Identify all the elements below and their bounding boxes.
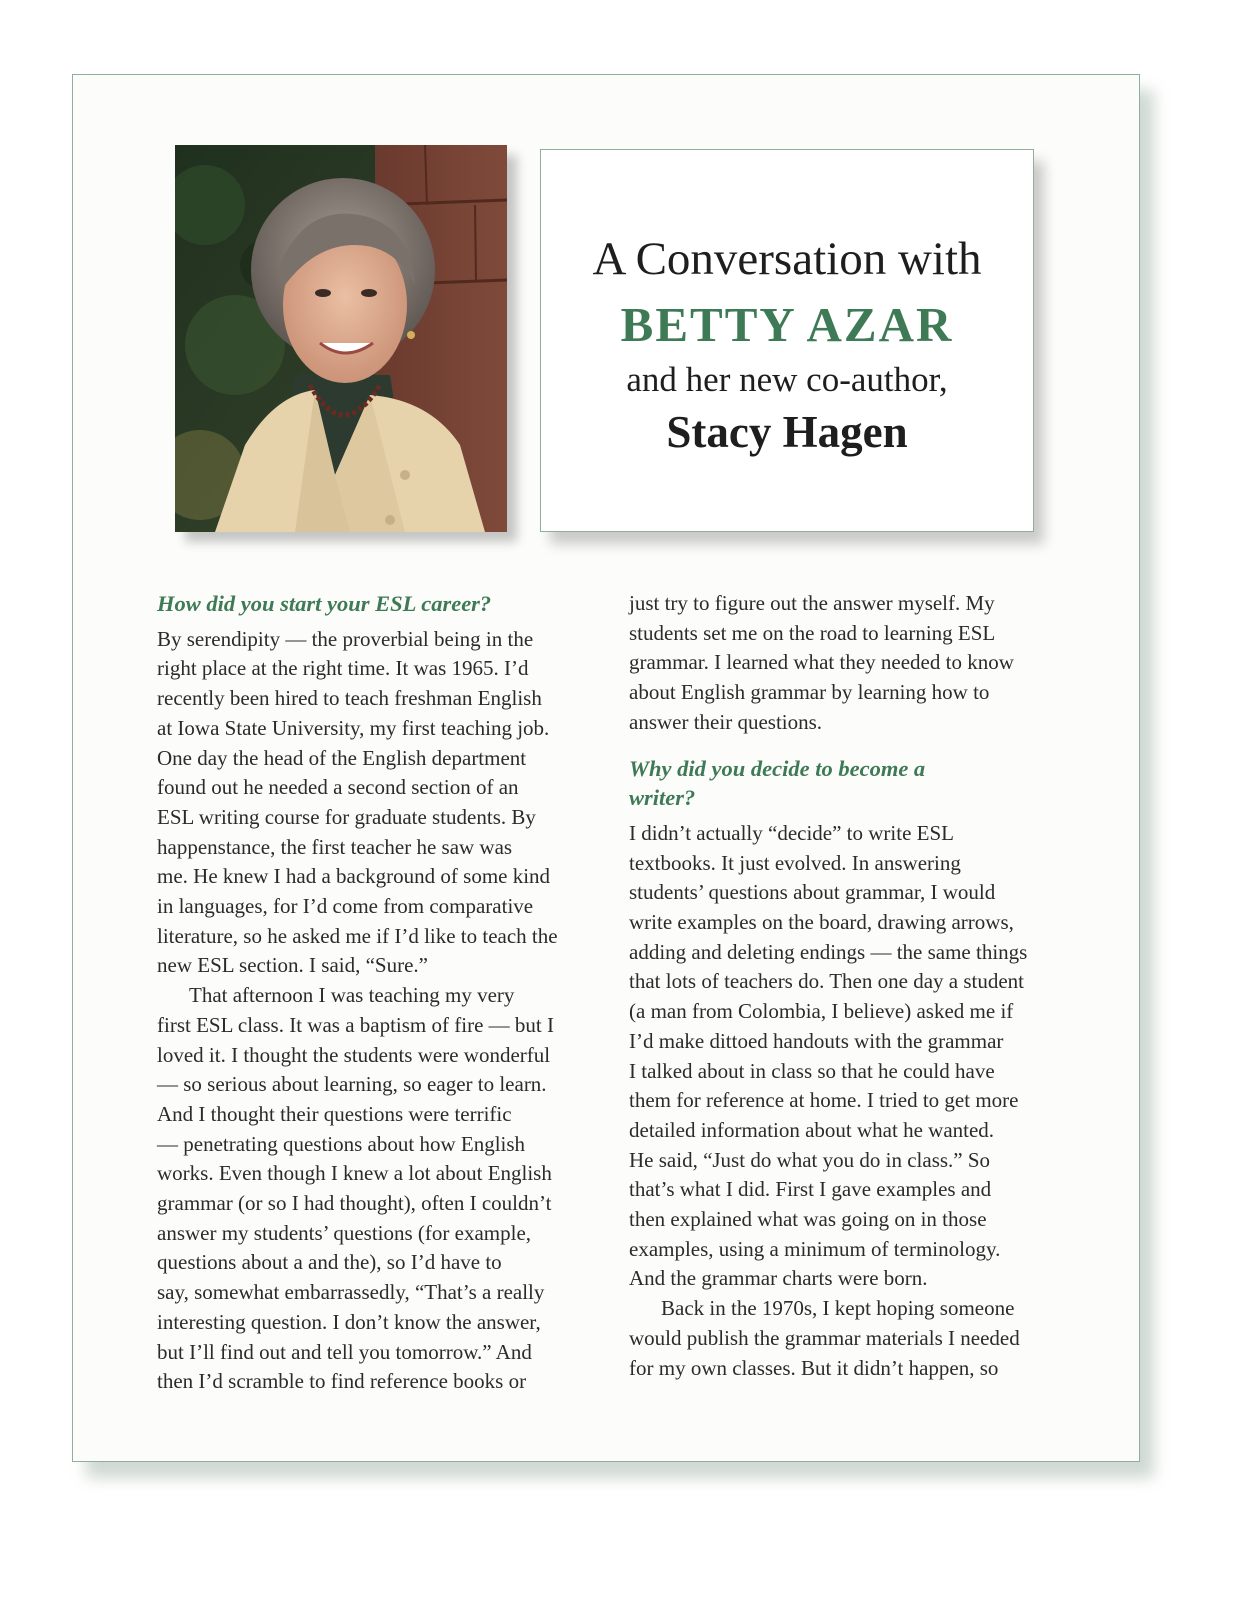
text-line: but I’ll find out and tell you tomorrow.” And [157,1339,532,1364]
answer-2-paragraph-1 [629,819,1085,1294]
heading-line: Why did you decide to become a [629,755,926,781]
text-line: ESL writing course for graduate students. By [157,804,536,829]
text-line: That afternoon I was teaching my very [189,983,515,1008]
text-line: questions about a and the), so I’d have to [157,1250,502,1275]
text-line: write examples on the board, drawing arrows, [629,910,1014,935]
text-line: By serendipity — the proverbial being in the [157,626,534,651]
heading-line: writer? [629,785,696,811]
text-line: loved it. I thought the students were wonderful [157,1042,551,1067]
text-line: first ESL class. It was a baptism of fire — but I [157,1012,554,1037]
text-line: interesting question. I don’t know the answer, [157,1309,541,1334]
text-line: happenstance, the first teacher he saw was [157,834,513,859]
answer-1-paragraph-2 [157,981,613,1397]
text-line: I didn’t actually “decide” to write ESL [629,820,954,845]
title-line-1: A Conversation with [592,233,982,285]
question-heading-2 [629,754,1085,813]
text-line: — so serious about learning, so eager to learn. [157,1072,547,1097]
text-line: me. He knew I had a background of some kind [157,864,551,889]
text-line: that lots of teachers do. Then one day a student [629,969,1025,994]
answer-1-continued [629,589,1085,738]
title-name-betty-azar: BETTY AZAR [620,297,954,352]
question-heading-1: How did you start your ESL career? [157,591,492,616]
text-line: textbooks. It just evolved. In answering [629,850,961,875]
text-line: in languages, for I’d come from comparative [157,894,534,919]
text-line: right place at the right time. It was 1965. I’d [157,656,529,681]
title-line-3: and her new co-author, [626,360,948,399]
page-frame [72,74,1140,1462]
answer-1-paragraph-1 [157,625,613,981]
text-line: students set me on the road to learning ESL [629,620,996,645]
text-line: that’s what I did. First I gave examples and [629,1177,992,1202]
text-line: adding and deleting endings — the same things [629,939,1028,964]
text-line: found out he needed a second section of an [157,775,519,800]
text-line: And the grammar charts were born. [629,1266,928,1291]
left-column [157,589,613,1397]
text-line: — penetrating questions about how English [157,1131,526,1156]
text-line: at Iowa State University, my first teaching job. [157,715,550,740]
text-line: about English grammar by learning how to [629,680,990,705]
text-line: He said, “Just do what you do in class.” So [629,1147,991,1172]
title-name-stacy-hagen: Stacy Hagen [666,407,908,457]
text-line: grammar. I learned what they needed to know [629,650,1014,675]
right-column [629,589,1085,1383]
text-line: say, somewhat embarrassedly, “That’s a really [157,1280,545,1305]
text-line: new ESL section. I said, “Sure.” [157,953,428,978]
text-line: answer my students’ questions (for example, [157,1220,532,1245]
text-line: Back in the 1970s, I kept hoping someone [661,1296,1015,1321]
text-line: then explained what was going on in those [629,1207,987,1232]
text-line: then I’d scramble to find reference books or [157,1369,527,1394]
title-box [540,149,1034,532]
text-line: I’d make dittoed handouts with the grammar [629,1028,1004,1053]
answer-2-paragraph-2 [629,1294,1085,1383]
text-line: them for reference at home. I tried to get more [629,1088,1019,1113]
text-line: I talked about in class so that he could have [629,1058,995,1083]
text-line: works. Even though I knew a lot about English [157,1161,552,1186]
text-line: for my own classes. But it didn’t happen, so [629,1355,999,1380]
text-line: recently been hired to teach freshman English [157,686,542,711]
text-line: examples, using a minimum of terminology. [629,1236,1001,1261]
text-line: grammar (or so I had thought), often I couldn’t [157,1191,552,1216]
text-line: just try to figure out the answer myself. My [629,591,995,615]
text-line: literature, so he asked me if I’d like to teach the [157,923,558,948]
portrait-photo [175,145,507,532]
text-line: One day the head of the English department [157,745,527,770]
text-line: detailed information about what he wanted. [629,1117,995,1142]
text-line: And I thought their questions were terrific [157,1101,512,1126]
text-line: (a man from Colombia, I believe) asked me if [629,999,1014,1024]
text-line: students’ questions about grammar, I would [629,880,996,905]
text-line: would publish the grammar materials I needed [629,1325,1020,1350]
text-line: answer their questions. [629,709,823,734]
